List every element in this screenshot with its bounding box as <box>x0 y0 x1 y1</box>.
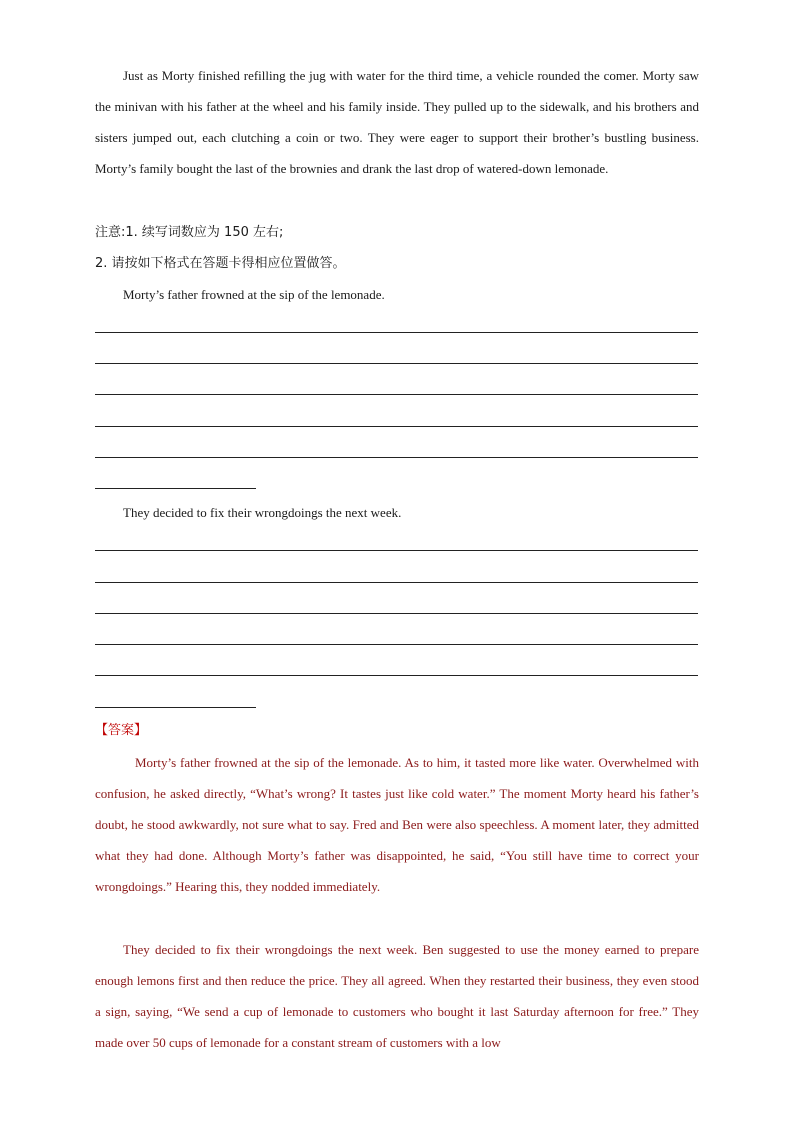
answer-line <box>95 394 698 395</box>
answer-line <box>95 332 698 333</box>
prompt-paragraph-2: They decided to fix their wrongdoings the next week. <box>123 505 402 520</box>
answer-paragraph-2: They decided to fix their wrongdoings the next week. Ben suggested to use the money earned to prepare enough lemons first and then reduce the price. They all agreed. When they restarted their business, they even stood a sign, saying, “We send a cup of lemonade to customers who bought it last Saturday afternoon for free.” They made over 50 cups of lemonade for a constant stream of customers with a low <box>95 942 699 1050</box>
answer-line <box>95 582 698 583</box>
answer-line-short <box>95 707 256 708</box>
answer-line <box>95 550 698 551</box>
answer-line <box>95 675 698 676</box>
answer-line <box>95 613 698 614</box>
prompt-paragraph-1: Morty’s father frowned at the sip of the lemonade. <box>123 287 385 302</box>
answer-paragraph-1: Morty’s father frowned at the sip of the lemonade. As to him, it tasted more like water. Overwhelmed with confusion, he asked directly, “What’s wrong? It tastes just like cold water.” The moment Morty heard his father’s doubt, he stood awkwardly, not sure what to say. Fred and Ben were also speechless. A moment later, they admitted what they had done. Although Morty’s father was disappointed, he said, “You still have time to correct your wrongdoings.” Hearing this, they nodded immediately. <box>95 755 699 894</box>
answer-line-short <box>95 488 256 489</box>
answer-line <box>95 363 698 364</box>
note-format: 2. 请按如下格式在答题卡得相应位置做答。 <box>95 256 346 271</box>
answer-line <box>95 426 698 427</box>
answer-line <box>95 644 698 645</box>
story-paragraph: Just as Morty finished refilling the jug with water for the third time, a vehicle rounded the comer. Morty saw the minivan with his father at the wheel and his family inside. They pulled up to the sidewalk, and his brothers and sisters jumped out, each clutching a coin or two. They were eager to support their brother’s bustling business. Morty’s family bought the last of the brownies and drank the last drop of watered-down lemonade. <box>95 68 699 176</box>
answer-heading: 【答案】 <box>95 723 148 738</box>
note-word-count: 注意:1. 续写词数应为 150 左右; <box>95 225 284 240</box>
answer-line <box>95 457 698 458</box>
